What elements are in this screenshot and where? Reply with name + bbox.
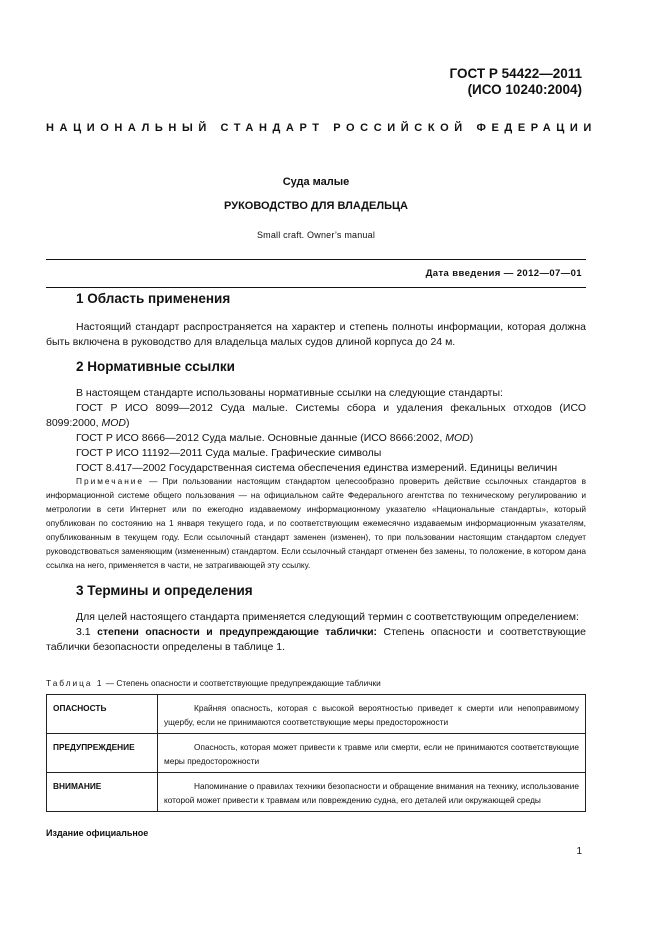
gost-code: ГОСТ Р 54422—2011 bbox=[449, 66, 582, 81]
section-2-body bbox=[46, 386, 586, 476]
section-3-heading: 3 Термины и определения bbox=[76, 583, 253, 598]
document-subject: Суда малые bbox=[282, 176, 350, 188]
reference-gost-8099: ГОСТ Р ИСО 8099—2012 Суда малые. Системы сбора и удаления фекальных отходов (ИСО 8099:2000, MOD) bbox=[46, 402, 586, 429]
document-title: РУКОВОДСТВО ДЛЯ ВЛАДЕЛЬЦА bbox=[224, 200, 408, 212]
document-title-english: Small craft. Owner’s manual bbox=[256, 230, 376, 240]
table-caption: Таблица 1 — Степень опасности и соответствующие предупреждающие таблички bbox=[46, 678, 381, 688]
term-3-1: 3.1 степени опасности и предупреждающие таблички: Степень опасности и соответствующие таблички безопасности определены в таблице 1. bbox=[46, 626, 586, 653]
section-1-heading: 1 Область применения bbox=[76, 291, 231, 306]
note-text: — При пользовании настоящим стандартом целесообразно проверить действие ссылочных стандартов в информационной системе общего пользования — на официальном сайте Федерального агентства по техническому регулированию и метрологии в сети Интернет или по ежегодно издаваемому информационному указателю «Национальные стандарты», который опубликован по состоянию на 1 января текущего года, и по соответствующим ежемесячно издаваемым информационным указателям, опубликованным в текущем году. Если ссылочный стандарт заменен (изменен), то при пользовании настоящим стандартом следует руководствоваться заменяющим (измененным) стандартом. Если ссылочный стандарт отменен без замены, то положение, в котором дана ссылка на него, применяется в части, не затрагивающей эту ссылку. bbox=[46, 476, 586, 570]
hazard-level: ОПАСНОСТЬ bbox=[47, 695, 158, 734]
table-row bbox=[47, 773, 586, 812]
hazard-description: Напоминание о правилах техники безопасности и обращение внимания на технику, использование которой может привести к травмам или повреждению судна, его деталей или окружающей среды bbox=[158, 773, 586, 812]
standard-code-block bbox=[450, 66, 582, 98]
iso-code: (ИСО 10240:2004) bbox=[467, 82, 582, 97]
section-1-body bbox=[46, 320, 586, 350]
hazard-description: Опасность, которая может привести к травме или смерти, если не принимаются соответствующие меры предосторожности bbox=[158, 734, 586, 773]
note-label: Примечание bbox=[76, 476, 145, 486]
hazard-table bbox=[46, 694, 586, 812]
section-3-body bbox=[46, 610, 586, 655]
reference-gost-8666: ГОСТ Р ИСО 8666—2012 Суда малые. Основные данные (ИСО 8666:2002, MOD) bbox=[76, 432, 474, 444]
table-row bbox=[47, 695, 586, 734]
section-1-text: Настоящий стандарт распространяется на характер и степень полноты информации, которая должна быть включена в руководство для владельца малых судов длиной корпуса до 24 м. bbox=[46, 321, 586, 348]
page-number: 1 bbox=[576, 846, 582, 857]
table-row bbox=[47, 734, 586, 773]
section-2-heading: 2 Нормативные ссылки bbox=[76, 359, 235, 374]
references-intro: В настоящем стандарте использованы нормативные ссылки на следующие стандарты: bbox=[76, 387, 503, 399]
date-divider bbox=[46, 287, 586, 288]
hazard-description: Крайняя опасность, которая с высокой вероятностью приведет к смерти или непоправимому ущербу, если не принимаются соответствующие меры предосторожности bbox=[158, 695, 586, 734]
national-standard-banner: НАЦИОНАЛЬНЫЙ СТАНДАРТ РОССИЙСКОЙ ФЕДЕРАЦИИ bbox=[46, 122, 597, 134]
references-note bbox=[46, 474, 586, 572]
title-divider bbox=[46, 259, 586, 260]
official-edition-label: Издание официальное bbox=[46, 828, 149, 838]
hazard-level: ПРЕДУПРЕЖДЕНИЕ bbox=[47, 734, 158, 773]
reference-gost-8417: ГОСТ 8.417—2002 Государственная система обеспечения единства измерений. Единицы величин bbox=[76, 462, 558, 474]
reference-gost-11192: ГОСТ Р ИСО 11192—2011 Суда малые. Графические символы bbox=[76, 447, 382, 459]
section-3-intro: Для целей настоящего стандарта применяется следующий термин с соответствующим определением: bbox=[76, 611, 579, 623]
hazard-level: ВНИМАНИЕ bbox=[47, 773, 158, 812]
term-name: степени опасности и предупреждающие таблички: bbox=[97, 626, 378, 638]
introduction-date: Дата введения — 2012—07—01 bbox=[425, 268, 582, 279]
